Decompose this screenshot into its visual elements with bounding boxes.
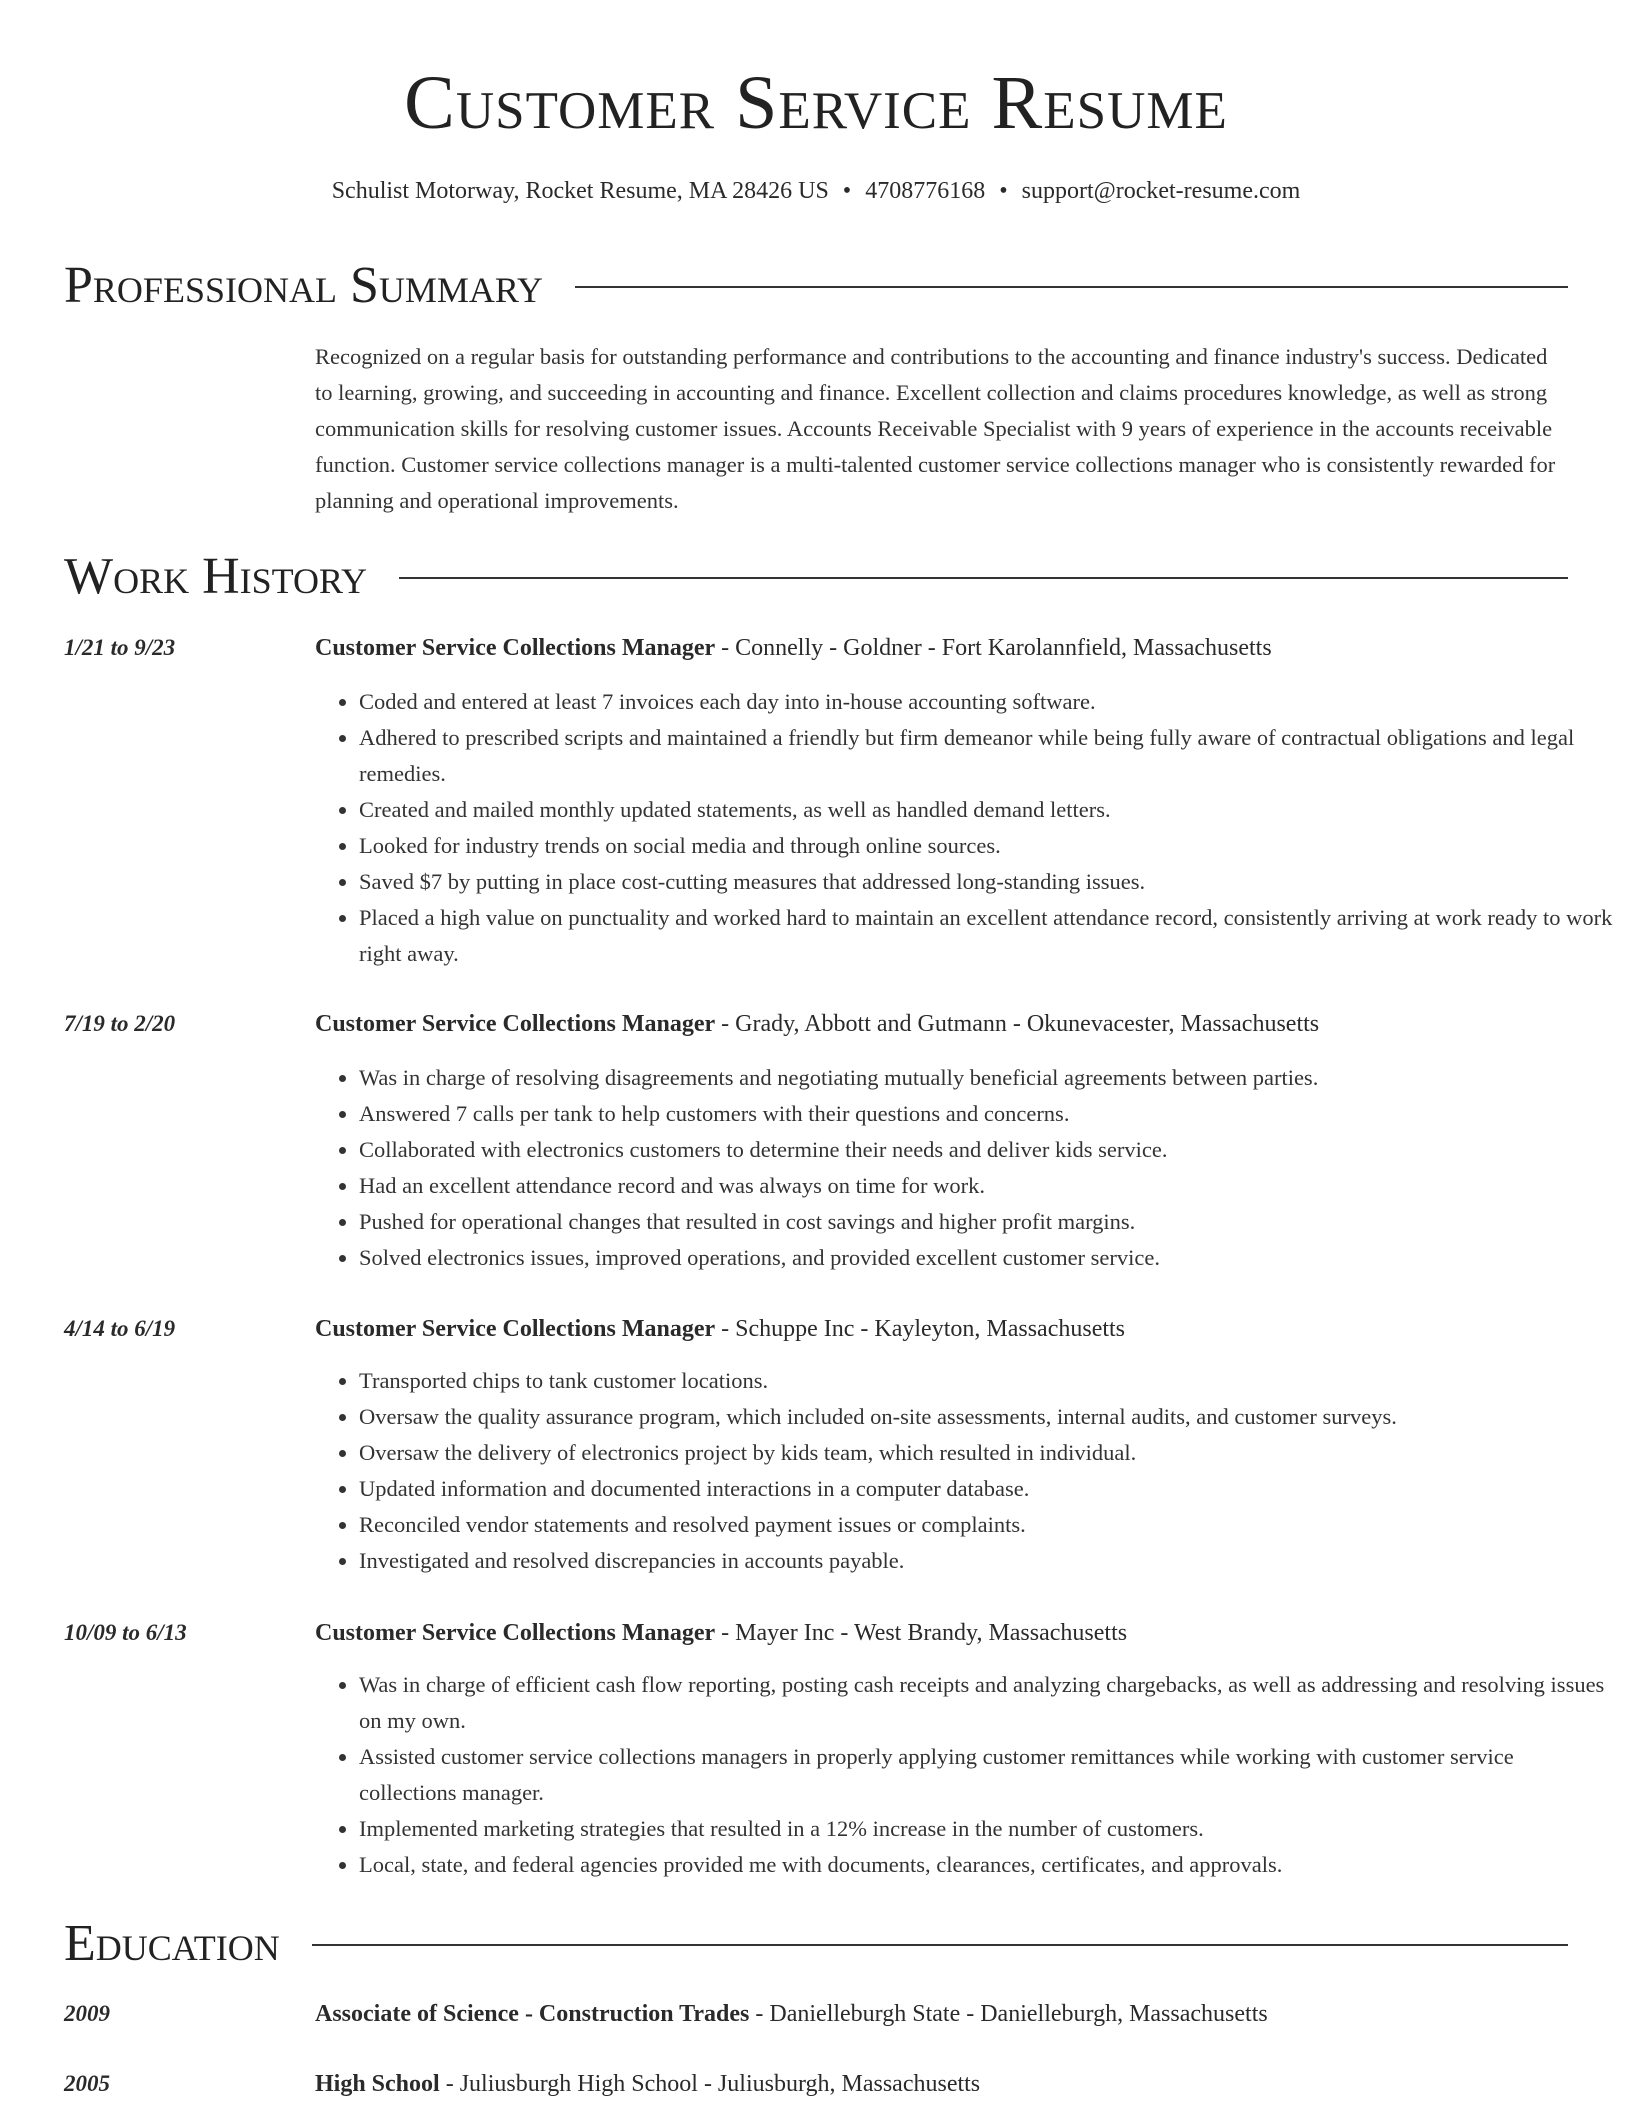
job-bullet: • Oversaw the delivery of electronics project by kids team, which resulted in individual. [359,1435,1614,1471]
job-bullet: • Local, state, and federal agencies provided me with documents, clearances, certificates, and approvals. [359,1847,1614,1883]
education-degree: Associate of Science - Construction Trades [315,2001,750,2027]
job-details: - Mayer Inc - West Brandy, Massachusetts [715,1620,1128,1646]
job-dates: 1/21 to 9/23 [64,635,176,660]
job-bullets [315,1363,1614,1579]
contact-separator: • [842,178,852,204]
section-heading: Education [64,1915,280,1972]
education-details: - Juliusburgh High School - Juliusburgh, Massachusetts [439,2071,981,2097]
job-bullet: • Investigated and resolved discrepancies in accounts payable. [359,1543,1614,1579]
education-degree: High School [315,2071,440,2097]
job-bullet: • Reconciled vendor statements and resolved payment issues or complaints. [359,1507,1614,1543]
education-header [315,1996,1268,2032]
education-details: - Danielleburgh State - Danielleburgh, Massachusetts [749,2001,1268,2027]
section-heading: Work History [64,548,368,605]
job-dates: 4/14 to 6/19 [64,1316,176,1341]
job-bullets [315,684,1614,972]
job-bullet: • Solved electronics issues, improved operations, and provided excellent customer service. [359,1240,1614,1276]
contact-address: Schulist Motorway, Rocket Resume, MA 28426 US [331,178,829,204]
job-bullet: • Placed a high value on punctuality and worked hard to maintain an excellent attendance record, consistently arriving at work ready to work right away. [359,900,1614,972]
job-bullet: • Created and mailed monthly updated statements, as well as handled demand letters. [359,792,1614,828]
section-divider [399,577,1568,579]
job-bullets [315,1667,1614,1883]
section-professional-summary [64,256,1568,316]
job-details: - Grady, Abbott and Gutmann - Okunevacester, Massachusetts [715,1011,1320,1037]
section-divider [575,286,1568,288]
job-bullet: • Transported chips to tank customer locations. [359,1363,1614,1399]
job-bullets [315,1060,1614,1276]
job-header [315,1615,1127,1651]
contact-line [0,174,1632,208]
section-education [64,1914,1568,1974]
job-details: - Connelly - Goldner - Fort Karolannfield, Massachusetts [715,635,1272,661]
job-header [315,1311,1125,1347]
job-details: - Schuppe Inc - Kayleyton, Massachusetts [715,1316,1126,1342]
section-heading: Professional Summary [64,257,543,314]
job-bullet: • Coded and entered at least 7 invoices each day into in-house accounting software. [359,684,1614,720]
job-title: Customer Service Collections Manager [315,1620,716,1646]
job-bullet: • Was in charge of resolving disagreements and negotiating mutually beneficial agreements between parties. [359,1060,1614,1096]
contact-phone: 4708776168 [865,178,986,204]
contact-separator: • [999,178,1008,204]
job-dates: 7/19 to 2/20 [64,1011,176,1036]
job-bullet: • Pushed for operational changes that resulted in cost savings and higher profit margins. [359,1204,1614,1240]
job-bullet: • Assisted customer service collections managers in properly applying customer remittances while working with customer service collections manager. [359,1739,1614,1811]
resume-title: Customer Service Resume [404,61,1228,145]
job-title: Customer Service Collections Manager [315,1316,716,1342]
job-header [315,630,1272,666]
job-header [315,1006,1319,1042]
job-bullet: • Was in charge of efficient cash flow reporting, posting cash receipts and analyzing chargebacks, as well as addressing and resolving issues on my own. [359,1667,1614,1739]
summary-paragraph: Recognized on a regular basis for outstanding performance and contributions to the accounting and finance industry's success. Dedicated to learning, growing, and succeeding in accounting and finance. Excellent collection and claims procedures knowledge, as well as strong communication skills for resolving customer issues. Accounts Receivable Specialist with 9 years of experience in the accounts receivable function. Customer service collections manager is a multi-talented customer service collections manager who is consistently rewarded for planning and operational improvements. [315,344,1556,513]
job-bullet: • Updated information and documented interactions in a computer database. [359,1471,1614,1507]
job-bullet: • Answered 7 calls per tank to help customers with their questions and concerns. [359,1096,1614,1132]
section-divider [312,1944,1568,1946]
section-work-history [64,547,1568,607]
job-bullet: • Oversaw the quality assurance program, which included on-site assessments, internal audits, and customer surveys. [359,1399,1614,1435]
job-dates: 10/09 to 6/13 [64,1620,187,1645]
education-header [315,2066,980,2102]
education-year: 2005 [64,2071,110,2096]
job-bullet: • Had an excellent attendance record and was always on time for work. [359,1168,1614,1204]
job-bullet: • Saved $7 by putting in place cost-cutting measures that addressed long-standing issues. [359,864,1614,900]
education-year: 2009 [64,2001,110,2026]
job-title: Customer Service Collections Manager [315,635,716,661]
job-bullet: • Implemented marketing strategies that resulted in a 12% increase in the number of customers. [359,1811,1614,1847]
contact-email: support@rocket-resume.com [1021,178,1301,204]
job-bullet: • Collaborated with electronics customers to determine their needs and deliver kids service. [359,1132,1614,1168]
job-bullet: • Adhered to prescribed scripts and maintained a friendly but firm demeanor while being fully aware of contractual obligations and legal remedies. [359,720,1614,792]
job-bullet: • Looked for industry trends on social media and through online sources. [359,828,1614,864]
job-title: Customer Service Collections Manager [315,1011,716,1037]
